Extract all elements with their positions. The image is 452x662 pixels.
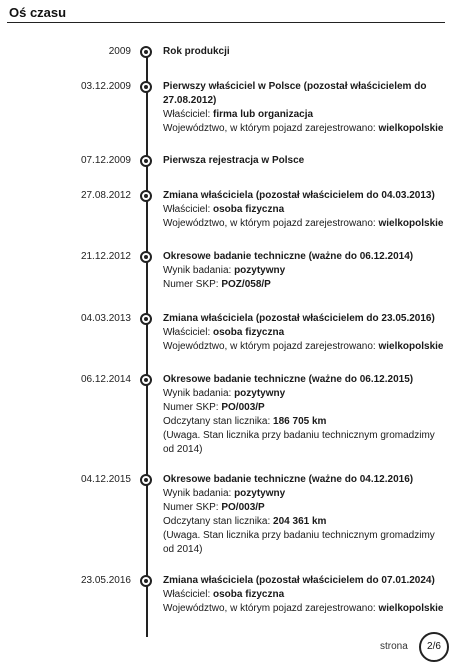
event-detail-line [163,401,445,415]
detail-value: pozytywny [234,388,286,399]
detail-value: PO/003/P [221,402,265,413]
detail-label: Właściciel: [163,327,214,338]
timeline-marker-icon [140,190,152,202]
detail-value: 204 361 km [273,516,327,527]
detail-label: Wynik badania: [163,488,235,499]
timeline-line [146,50,148,637]
timeline-marker-icon [140,575,152,587]
event-detail-line [163,203,445,217]
detail-value: wielkopolskie [378,218,444,229]
detail-value: 186 705 km [273,416,327,427]
detail-label: Województwo, w którym pojazd zarejestrowano: [163,218,379,229]
event-date: 06.12.2014 [80,374,131,385]
timeline-marker-icon [140,474,152,486]
detail-label: Numer SKP: [163,502,222,513]
timeline-marker-icon [140,313,152,325]
event-detail-line [163,387,445,401]
detail-value: wielkopolskie [378,341,444,352]
event-content [163,312,445,354]
event-content [163,574,445,616]
event-title: Rok produkcji [163,46,230,57]
detail-value: firma lub organizacja [213,109,314,120]
event-detail-line [163,529,445,557]
page-label: strona [380,641,408,652]
detail-label: Województwo, w którym pojazd zarejestrowano: [163,123,379,134]
event-detail-line [163,340,445,354]
event-date: 04.03.2013 [80,313,131,324]
page-title: Oś czasu [9,5,67,20]
timeline-marker-icon [140,46,152,58]
timeline-marker-icon [140,155,152,167]
detail-label: Województwo, w którym pojazd zarejestrowano: [163,341,379,352]
detail-label: (Uwaga. Stan licznika przy badaniu technicznym gromadzimy od 2014) [163,430,435,455]
detail-label: Właściciel: [163,204,214,215]
event-title: Zmiana właściciela (pozostał właścicielem do 23.05.2016) [163,313,435,324]
event-content [163,373,445,457]
event-content [163,80,445,136]
event-title: Zmiana właściciela (pozostał właścicielem do 04.03.2013) [163,190,435,201]
event-detail-line [163,602,445,616]
detail-label: Odczytany stan licznika: [163,516,274,527]
event-title: Pierwsza rejestracja w Polsce [163,155,305,166]
event-date: 03.12.2009 [80,81,131,92]
event-title: Okresowe badanie techniczne (ważne do 06.12.2014) [163,251,414,262]
detail-value: osoba fizyczna [213,327,285,338]
event-date: 27.08.2012 [80,190,131,201]
title-divider [7,22,445,23]
event-detail-line [163,501,445,515]
event-title: Zmiana właściciela (pozostał właścicielem do 07.01.2024) [163,575,435,586]
event-date: 21.12.2012 [80,251,131,262]
event-detail-line [163,429,445,457]
event-detail-line [163,415,445,429]
detail-value: wielkopolskie [378,603,444,614]
detail-value: osoba fizyczna [213,204,285,215]
event-title: Okresowe badanie techniczne (ważne do 04.12.2016) [163,474,414,485]
detail-value: wielkopolskie [378,123,444,134]
detail-label: Wynik badania: [163,265,235,276]
detail-label: (Uwaga. Stan licznika przy badaniu technicznym gromadzimy od 2014) [163,530,435,555]
event-content [163,473,445,557]
page-number-badge: 2/6 [419,632,449,662]
event-date: 23.05.2016 [80,575,131,586]
event-date: 07.12.2009 [80,155,131,166]
event-detail-line [163,588,445,602]
timeline-marker-icon [140,81,152,93]
detail-value: pozytywny [234,488,286,499]
event-title: Okresowe badanie techniczne (ważne do 06.12.2015) [163,374,414,385]
event-content [163,189,445,231]
detail-value: osoba fizyczna [213,589,285,600]
detail-label: Numer SKP: [163,279,222,290]
event-detail-line [163,217,445,231]
detail-label: Wynik badania: [163,388,235,399]
event-date: 04.12.2015 [80,474,131,485]
event-detail-line [163,487,445,501]
event-title: Pierwszy właściciel w Polsce (pozostał właścicielem do 27.08.2012) [163,81,427,106]
timeline-marker-icon [140,251,152,263]
detail-label: Właściciel: [163,589,214,600]
event-detail-line [163,278,445,292]
event-detail-line [163,515,445,529]
event-content [163,45,445,59]
event-detail-line [163,326,445,340]
detail-label: Województwo, w którym pojazd zarejestrowano: [163,603,379,614]
detail-label: Właściciel: [163,109,214,120]
event-detail-line [163,264,445,278]
event-content [163,250,445,292]
detail-value: pozytywny [234,265,286,276]
event-date: 2009 [108,46,131,57]
detail-label: Odczytany stan licznika: [163,416,274,427]
event-detail-line [163,122,445,136]
detail-value: POZ/058/P [221,279,271,290]
timeline-marker-icon [140,374,152,386]
event-detail-line [163,108,445,122]
event-content [163,154,445,168]
detail-value: PO/003/P [221,502,265,513]
detail-label: Numer SKP: [163,402,222,413]
